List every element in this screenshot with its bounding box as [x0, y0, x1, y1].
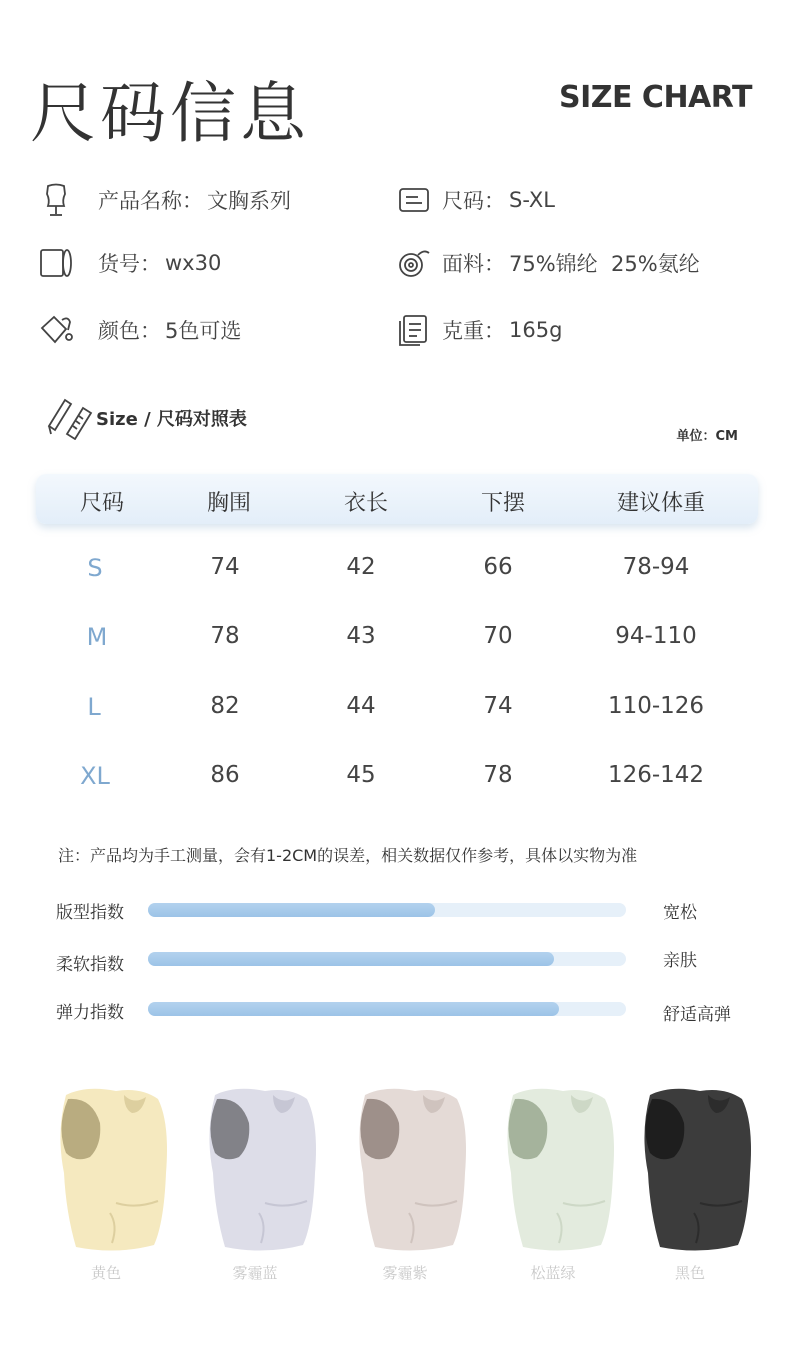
table-cell: 43	[346, 623, 376, 649]
table-header-cell: 下摆	[480, 491, 526, 516]
weight-doc-icon	[396, 312, 432, 348]
index-bar-fill	[148, 1002, 559, 1016]
info-label: 颜色：	[98, 319, 161, 343]
info-value: 5色可选	[165, 319, 242, 343]
table-row	[0, 554, 790, 594]
table-header-cell: 胸围	[206, 491, 252, 516]
table-cell: 66	[483, 554, 513, 580]
table-cell: 86	[210, 762, 240, 788]
size-cell: S	[87, 554, 103, 582]
yarn-icon	[396, 245, 432, 281]
page-title: 尺码信息	[30, 75, 310, 152]
table-row	[0, 623, 790, 663]
tank-top-swatch-2	[195, 1083, 325, 1253]
table-cell: 42	[346, 554, 376, 580]
table-cell: 44	[346, 693, 376, 719]
swatch-color-label: 松蓝绿	[530, 1264, 576, 1282]
info-value: wx30	[165, 251, 222, 275]
info-product	[38, 182, 291, 218]
table-cell: 74	[483, 693, 513, 719]
info-value: S-XL	[509, 188, 555, 212]
info-weight	[396, 312, 562, 348]
index-label-elasticity: 弹力指数	[56, 1003, 124, 1023]
index-bar-fit	[148, 903, 626, 917]
table-cell: 45	[346, 762, 376, 788]
tank-top-swatch-4	[493, 1083, 623, 1253]
info-label: 面料：	[442, 252, 505, 276]
table-cell: 70	[483, 623, 513, 649]
table-header	[36, 474, 758, 524]
table-cell: 110-126	[607, 693, 705, 719]
table-cell: 74	[210, 554, 240, 580]
index-bar-fill	[148, 952, 554, 966]
info-label: 克重：	[442, 319, 505, 343]
swatch-color-label: 黄色	[90, 1264, 122, 1282]
swatch-color-label: 雾霾紫	[382, 1264, 428, 1282]
index-label-fit: 版型指数	[56, 903, 124, 923]
info-fabric	[396, 245, 700, 281]
index-right-elasticity: 舒适高弹	[663, 1005, 731, 1025]
table-row	[0, 762, 790, 802]
measurement-note: 注：产品均为手工测量，会有1-2CM的误差，相关数据仅作参考，具体以实物为准	[58, 846, 638, 865]
index-label-softness: 柔软指数	[56, 955, 124, 975]
table-cell: 126-142	[607, 762, 705, 788]
table-header-cell: 尺码	[79, 491, 125, 516]
swatch-color-label: 雾霾蓝	[232, 1264, 278, 1282]
tank-top-swatch-5	[630, 1083, 760, 1253]
size-cell: M	[86, 623, 108, 651]
color-bucket-icon	[38, 312, 74, 348]
table-cell: 78	[483, 762, 513, 788]
info-color	[38, 312, 241, 348]
table-row	[0, 693, 790, 733]
size-cell: L	[87, 693, 101, 721]
table-cell: 78	[210, 623, 240, 649]
unit-label: 单位：CM	[676, 429, 738, 444]
table-section-title	[44, 396, 247, 440]
info-item	[38, 245, 221, 281]
index-bar-fill	[148, 903, 435, 917]
info-label: 产品名称：	[98, 189, 203, 213]
index-bar-elasticity	[148, 1002, 626, 1016]
table-section-label: Size / 尺码对照表	[96, 409, 247, 430]
info-value: 文胸系列	[207, 189, 291, 213]
swatch-color-label: 黑色	[674, 1264, 706, 1282]
fabric-roll-icon	[38, 245, 74, 281]
index-bar-softness	[148, 952, 626, 966]
page-subtitle: SIZE CHART	[558, 80, 752, 115]
table-cell: 82	[210, 693, 240, 719]
index-right-fit: 宽松	[663, 903, 697, 923]
info-value: 75%锦纶 25%氨纶	[509, 252, 700, 276]
size-cell: XL	[80, 762, 110, 790]
ruler-pencil-icon	[44, 396, 94, 440]
info-size	[396, 182, 555, 218]
size-tag-icon	[396, 182, 432, 218]
tank-top-swatch-1	[46, 1083, 176, 1253]
table-header-cell: 衣长	[343, 491, 389, 516]
table-cell: 94-110	[615, 623, 697, 649]
info-label: 货号：	[98, 252, 161, 276]
info-value: 165g	[509, 318, 563, 342]
table-cell: 78-94	[622, 554, 690, 580]
mannequin-icon	[38, 182, 74, 218]
tank-top-swatch-3	[345, 1083, 475, 1253]
table-header-cell: 建议体重	[616, 491, 706, 516]
info-label: 尺码：	[442, 189, 505, 213]
index-right-softness: 亲肤	[663, 951, 697, 971]
